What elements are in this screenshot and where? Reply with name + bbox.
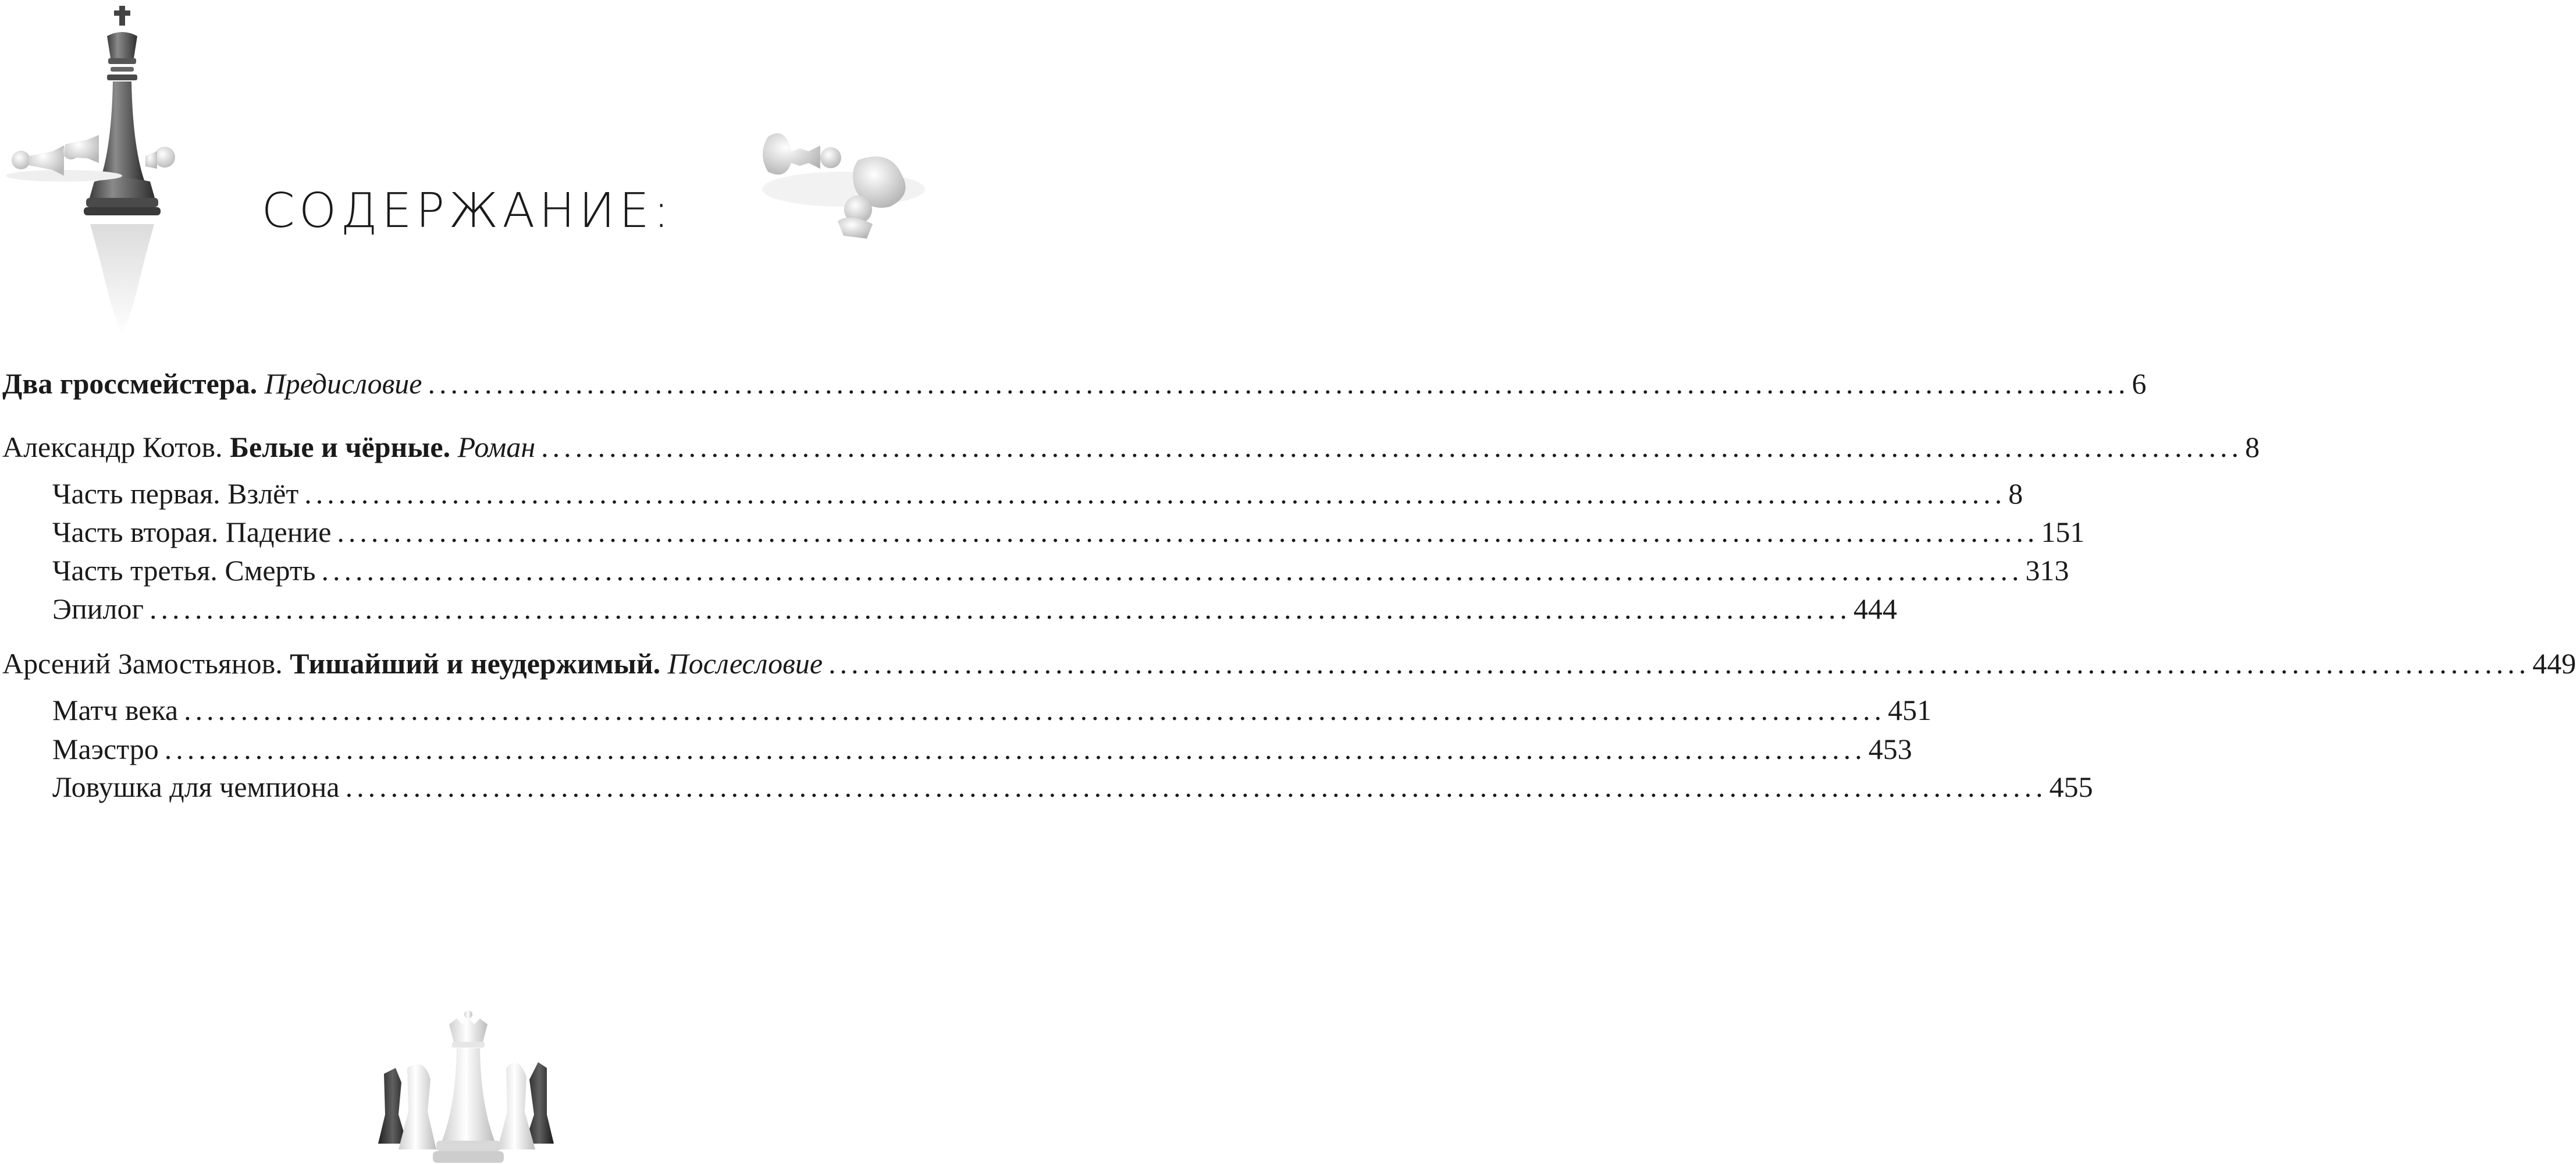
page-number: 8	[2008, 477, 2023, 510]
page-number: 455	[2049, 771, 2093, 803]
toc-entry-text: Ловушка для чемпиона	[52, 771, 340, 803]
dot-leader: ......................................................................................................................................................	[337, 516, 2039, 548]
dot-leader: ......................................................................................................................................................	[304, 477, 2006, 510]
toc-entry-text: Эпилог	[52, 592, 144, 625]
dot-leader: ......................................................................................................................................................	[828, 647, 2531, 680]
toc-entry-text: Матч века	[52, 694, 179, 726]
toc-subentry[interactable]	[52, 516, 2085, 548]
toc-subentry[interactable]	[52, 477, 2023, 510]
page-number: 444	[1853, 592, 1897, 625]
toc-subentry[interactable]	[52, 694, 1932, 726]
dot-leader: ......................................................................................................................................................	[541, 431, 2243, 463]
page-number: 151	[2041, 516, 2085, 548]
toc-entry-author: Александр Котов.	[2, 431, 230, 463]
dot-leader: ......................................................................................................................................................	[164, 733, 1866, 765]
toc-entry-title: Белые и чёрные.	[230, 431, 451, 463]
toc-subentry[interactable]	[52, 733, 1912, 765]
page-number: 453	[1868, 733, 1912, 765]
dot-leader: ......................................................................................................................................................	[321, 554, 2023, 587]
page-number: 8	[2245, 431, 2260, 463]
dot-leader: ......................................................................................................................................................	[428, 367, 2130, 400]
toc-entry-text: Часть третья. Смерть	[52, 554, 316, 587]
toc-entry-text	[2, 648, 823, 680]
page-number: 451	[1888, 694, 1932, 726]
toc-entry-spacer	[450, 431, 458, 463]
dot-leader: ......................................................................................................................................................	[184, 694, 1886, 726]
toc-entry-title: Тишайший и неудержимый.	[290, 647, 661, 680]
toc-entry-subtitle: Послесловие	[667, 647, 823, 680]
toc-entry-author-title: Два гроссмейстера.	[2, 367, 258, 400]
page-number: 313	[2025, 554, 2069, 587]
toc-entry-text	[2, 368, 422, 400]
toc-entry-text: Маэстро	[52, 733, 159, 765]
toc-entry-subtitle: Роман	[457, 431, 536, 463]
fallen-pawns-icon	[0, 122, 186, 186]
toc-entry-text	[2, 431, 535, 463]
toc-entry-spacer	[257, 367, 265, 400]
toc-entry[interactable]	[2, 647, 2576, 680]
dot-leader: ......................................................................................................................................................	[149, 592, 1851, 625]
toc-entry-author: Арсений Замостьянов.	[2, 647, 290, 680]
page-number: 449	[2532, 647, 2576, 680]
toc-subentry[interactable]	[52, 592, 1897, 625]
toc-entry-text: Часть вторая. Падение	[52, 516, 332, 548]
page-title: СОДЕРЖАНИЕ:	[261, 183, 674, 239]
toc-entry-text: Часть первая. Взлёт	[52, 477, 299, 510]
chess-pieces-icon	[372, 1010, 564, 1164]
toc-entry[interactable]	[2, 431, 2260, 463]
toc-entry-subtitle: Предисловие	[264, 367, 422, 400]
toc-subentry[interactable]	[52, 771, 2093, 803]
toc-entry-spacer	[660, 647, 668, 680]
dot-leader: ......................................................................................................................................................	[345, 771, 2047, 803]
page-number: 6	[2132, 367, 2147, 400]
toc-subentry[interactable]	[52, 554, 2069, 587]
toc-entry[interactable]	[2, 367, 2147, 400]
